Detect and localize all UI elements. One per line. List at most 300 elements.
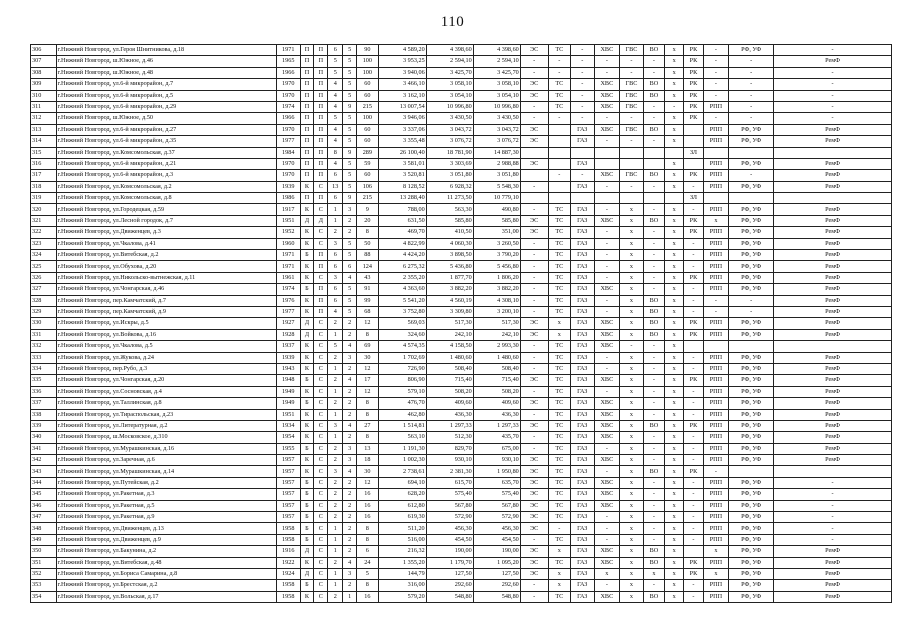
table-cell-water: х bbox=[620, 352, 644, 363]
table-cell-sewerage: - bbox=[594, 295, 620, 306]
table-cell-material: Б bbox=[300, 398, 314, 409]
table-cell-provider: РПП bbox=[703, 534, 729, 545]
table-cell-provider: РПП bbox=[703, 500, 729, 511]
table-cell-stove: х bbox=[665, 591, 684, 602]
table-cell-material: К bbox=[300, 386, 314, 397]
table-cell-bath: ВО bbox=[643, 591, 664, 602]
table-cell-year: 1965 bbox=[276, 56, 300, 67]
table-cell-area_other: 18 781,90 bbox=[426, 147, 473, 158]
table-cell-extra: РемФ bbox=[774, 329, 892, 340]
table-cell-area_living: 788,00 bbox=[378, 204, 426, 215]
table-cell-year: 1951 bbox=[276, 409, 300, 420]
table-cell-area_other: 615,70 bbox=[426, 477, 473, 488]
table-cell-water: ГВС bbox=[620, 170, 644, 181]
table-cell-address: г.Нижний Новгород, ул.Обухова, д.20 bbox=[56, 261, 276, 272]
table-cell-gas bbox=[548, 158, 570, 169]
table-cell-material: К bbox=[300, 409, 314, 420]
table-cell-area_total: 12 bbox=[357, 386, 378, 397]
table-cell-area_other: 127,50 bbox=[426, 568, 473, 579]
table-cell-power: 10 779,10 bbox=[473, 193, 520, 204]
table-cell-heating: ЭС bbox=[520, 398, 548, 409]
table-cell-power: 3 882,20 bbox=[473, 284, 520, 295]
table-cell-water: х bbox=[620, 261, 644, 272]
table-cell-water bbox=[620, 147, 644, 158]
table-cell-stove: х bbox=[665, 568, 684, 579]
table-cell-provider: РПП bbox=[703, 158, 729, 169]
table-cell-apartments: 5 bbox=[343, 124, 357, 135]
table-cell-provider: РПП bbox=[703, 181, 729, 192]
table-cell-sewerage: - bbox=[594, 250, 620, 261]
table-cell-floors: С bbox=[314, 238, 328, 249]
housing-registry-table bbox=[30, 44, 892, 603]
table-cell-area_total: 8 bbox=[357, 398, 378, 409]
table-row bbox=[31, 56, 892, 67]
table-cell-stove: х bbox=[665, 341, 684, 352]
table-cell-provider: х bbox=[703, 546, 729, 557]
table-cell-provider: х bbox=[703, 568, 729, 579]
table-cell-management: РФ, УФ bbox=[729, 272, 774, 283]
table-cell-apartments: 5 bbox=[343, 181, 357, 192]
table-cell-elevator: - bbox=[684, 250, 703, 261]
table-cell-gas: х bbox=[548, 568, 570, 579]
table-cell-apartments: 5 bbox=[343, 67, 357, 78]
table-cell-bath: - bbox=[643, 272, 664, 283]
table-row bbox=[31, 409, 892, 420]
table-cell-apartments: 5 bbox=[343, 170, 357, 181]
table-cell-year: 1939 bbox=[276, 181, 300, 192]
table-cell-provider: РПП bbox=[703, 409, 729, 420]
table-cell-power: 3 051,80 bbox=[473, 170, 520, 181]
table-cell-water: - bbox=[620, 67, 644, 78]
table-cell-hot_water: ГАЗ bbox=[571, 284, 595, 295]
table-cell-heating: - bbox=[520, 295, 548, 306]
table-cell-elevator: - bbox=[684, 238, 703, 249]
table-cell-apartments: 4 bbox=[343, 557, 357, 568]
table-cell-sewerage: ХВС bbox=[594, 375, 620, 386]
table-cell-gas: ТС bbox=[548, 512, 570, 523]
table-cell-elevator: - bbox=[684, 432, 703, 443]
table-cell-hot_water: ГАЗ bbox=[571, 295, 595, 306]
table-cell-address: г.Нижний Новгород, ш.Южное, д.50 bbox=[56, 113, 276, 124]
table-cell-extra: - bbox=[774, 79, 892, 90]
table-cell-entrances: 6 bbox=[328, 261, 343, 272]
table-cell-water: х bbox=[620, 375, 644, 386]
table-cell-area_total: 90 bbox=[357, 45, 378, 56]
table-cell-water: х bbox=[620, 250, 644, 261]
table-cell-apartments: 2 bbox=[343, 580, 357, 591]
table-cell-address: г.Нижний Новгород, ш.Московское, д.310 bbox=[56, 432, 276, 443]
table-cell-provider: РПП bbox=[703, 591, 729, 602]
table-cell-hot_water: - bbox=[571, 56, 595, 67]
table-cell-area_living: 144,79 bbox=[378, 568, 426, 579]
table-cell-address: г.Нижний Новгород, ул.Городецкая, д.59 bbox=[56, 204, 276, 215]
table-cell-address: г.Нижний Новгород, ул.Витебская, д.2 bbox=[56, 250, 276, 261]
table-cell-management: РФ, УФ bbox=[729, 363, 774, 374]
table-cell-№: 312 bbox=[31, 113, 57, 124]
table-cell-bath: - bbox=[643, 455, 664, 466]
table-cell-hot_water: ГАЗ bbox=[571, 306, 595, 317]
table-cell-sewerage: х bbox=[594, 568, 620, 579]
table-cell-material: К bbox=[300, 591, 314, 602]
table-cell-heating: ЭС bbox=[520, 500, 548, 511]
table-cell-apartments: 2 bbox=[343, 489, 357, 500]
table-cell-year: 1939 bbox=[276, 352, 300, 363]
table-cell-management: РФ, УФ bbox=[729, 215, 774, 226]
table-cell-floors: Д bbox=[314, 215, 328, 226]
table-cell-provider bbox=[703, 193, 729, 204]
table-cell-floors: П bbox=[314, 67, 328, 78]
table-cell-apartments: 2 bbox=[343, 318, 357, 329]
table-cell-provider: РПП bbox=[703, 204, 729, 215]
table-cell-extra: РемФ bbox=[774, 591, 892, 602]
table-cell-management: РФ, УФ bbox=[729, 352, 774, 363]
table-cell-bath: - bbox=[643, 432, 664, 443]
table-cell-entrances: 2 bbox=[328, 227, 343, 238]
table-cell-area_other: 4 398,60 bbox=[426, 45, 473, 56]
table-cell-stove: х bbox=[665, 363, 684, 374]
table-cell-power: 3 054,10 bbox=[473, 90, 520, 101]
table-cell-stove: х bbox=[665, 136, 684, 147]
table-cell-water: х bbox=[620, 568, 644, 579]
table-cell-power: 3 430,50 bbox=[473, 113, 520, 124]
table-cell-year: 1927 bbox=[276, 318, 300, 329]
table-cell-floors: С bbox=[314, 420, 328, 431]
table-cell-year: 1970 bbox=[276, 79, 300, 90]
table-row bbox=[31, 512, 892, 523]
table-cell-area_other: 4 060,30 bbox=[426, 238, 473, 249]
table-cell-sewerage: - bbox=[594, 227, 620, 238]
table-cell-gas: ТС bbox=[548, 500, 570, 511]
table-cell-material: К bbox=[300, 557, 314, 568]
table-cell-heating: - bbox=[520, 101, 548, 112]
table-cell-stove: х bbox=[665, 67, 684, 78]
table-cell-area_other: 10 996,80 bbox=[426, 101, 473, 112]
table-cell-water: х bbox=[620, 455, 644, 466]
table-cell-sewerage bbox=[594, 147, 620, 158]
table-cell-year: 1966 bbox=[276, 113, 300, 124]
table-cell-apartments: 9 bbox=[343, 147, 357, 158]
table-cell-heating: - bbox=[520, 534, 548, 545]
table-cell-floors: П bbox=[314, 90, 328, 101]
table-cell-elevator: РК bbox=[684, 45, 703, 56]
table-cell-gas: ТС bbox=[548, 432, 570, 443]
table-cell-power: 585,80 bbox=[473, 215, 520, 226]
table-cell-area_other: 3 303,69 bbox=[426, 158, 473, 169]
table-cell-bath: ВО bbox=[643, 318, 664, 329]
table-cell-area_total: 106 bbox=[357, 181, 378, 192]
table-cell-area_other: 548,80 bbox=[426, 591, 473, 602]
table-cell-management: РФ, УФ bbox=[729, 136, 774, 147]
table-cell-area_other: 3 043,72 bbox=[426, 124, 473, 135]
table-cell-material: Б bbox=[300, 500, 314, 511]
table-cell-№: 343 bbox=[31, 466, 57, 477]
table-cell-hot_water: ГАЗ bbox=[571, 512, 595, 523]
table-cell-extra: РемФ bbox=[774, 375, 892, 386]
table-cell-elevator: РК bbox=[684, 329, 703, 340]
table-cell-hot_water: ГАЗ bbox=[571, 591, 595, 602]
table-cell-hot_water: ГАЗ bbox=[571, 568, 595, 579]
table-cell-address: г.Нижний Новгород, ул.Мурашкинская, д.16 bbox=[56, 443, 276, 454]
table-cell-entrances: 1 bbox=[328, 386, 343, 397]
table-cell-provider: РПП bbox=[703, 329, 729, 340]
table-cell-area_other: 508,40 bbox=[426, 363, 473, 374]
table-cell-sewerage bbox=[594, 158, 620, 169]
table-cell-extra: РемФ bbox=[774, 204, 892, 215]
table-cell-address: г.Нижний Новгород, ш.Южное, д.48 bbox=[56, 67, 276, 78]
table-cell-extra: РемФ bbox=[774, 238, 892, 249]
table-row bbox=[31, 363, 892, 374]
table-row bbox=[31, 477, 892, 488]
table-cell-water: ГВС bbox=[620, 124, 644, 135]
table-cell-power: 127,50 bbox=[473, 568, 520, 579]
table-cell-apartments: 5 bbox=[343, 136, 357, 147]
table-cell-heating: - bbox=[520, 443, 548, 454]
table-cell-area_other: 3 058,10 bbox=[426, 79, 473, 90]
table-cell-entrances: 4 bbox=[328, 136, 343, 147]
table-cell-sewerage: - bbox=[594, 56, 620, 67]
table-cell-stove: х bbox=[665, 409, 684, 420]
table-cell-address: г.Нижний Новгород, ул.Ракетная, д.5 bbox=[56, 500, 276, 511]
table-cell-sewerage bbox=[594, 193, 620, 204]
table-cell-area_other: 456,30 bbox=[426, 523, 473, 534]
table-cell-management: РФ, УФ bbox=[729, 375, 774, 386]
table-cell-apartments: 5 bbox=[343, 56, 357, 67]
table-cell-floors: С bbox=[314, 546, 328, 557]
table-cell-area_other: 563,30 bbox=[426, 204, 473, 215]
table-cell-sewerage: ХВС bbox=[594, 500, 620, 511]
table-cell-hot_water: ГАЗ bbox=[571, 466, 595, 477]
table-cell-management: РФ, УФ bbox=[729, 580, 774, 591]
table-cell-elevator: - bbox=[684, 500, 703, 511]
table-cell-elevator: РК bbox=[684, 568, 703, 579]
table-cell-№: 313 bbox=[31, 124, 57, 135]
table-cell-gas: - bbox=[548, 56, 570, 67]
table-cell-power: 10 996,80 bbox=[473, 101, 520, 112]
table-cell-№: 310 bbox=[31, 90, 57, 101]
table-cell-floors: С bbox=[314, 534, 328, 545]
table-cell-floors: П bbox=[314, 56, 328, 67]
table-cell-stove: х bbox=[665, 318, 684, 329]
table-cell-bath bbox=[643, 193, 664, 204]
table-cell-apartments: 4 bbox=[343, 341, 357, 352]
table-cell-material: Б bbox=[300, 443, 314, 454]
table-cell-area_living: 516,00 bbox=[378, 534, 426, 545]
table-cell-area_total: 12 bbox=[357, 477, 378, 488]
table-cell-year: 1966 bbox=[276, 67, 300, 78]
table-cell-material: Б bbox=[300, 477, 314, 488]
table-row bbox=[31, 250, 892, 261]
table-cell-area_total: 6 bbox=[357, 546, 378, 557]
table-cell-bath: - bbox=[643, 238, 664, 249]
table-cell-№: 333 bbox=[31, 352, 57, 363]
table-cell-gas: ТС bbox=[548, 101, 570, 112]
table-cell-stove: х bbox=[665, 546, 684, 557]
table-cell-floors: П bbox=[314, 124, 328, 135]
table-cell-material: П bbox=[300, 193, 314, 204]
table-cell-provider: РПП bbox=[703, 250, 729, 261]
table-cell-management: РФ, УФ bbox=[729, 158, 774, 169]
table-cell-extra: РемФ bbox=[774, 215, 892, 226]
table-cell-sewerage: ХВС bbox=[594, 455, 620, 466]
table-cell-hot_water: ГАЗ bbox=[571, 546, 595, 557]
table-cell-sewerage: - bbox=[594, 363, 620, 374]
table-cell-material: Д bbox=[300, 329, 314, 340]
table-cell-gas: - bbox=[548, 170, 570, 181]
table-cell-heating: ЭС bbox=[520, 466, 548, 477]
table-cell-management: - bbox=[729, 79, 774, 90]
table-cell-stove: х bbox=[665, 512, 684, 523]
table-cell-sewerage: - bbox=[594, 512, 620, 523]
table-cell-provider: РПП bbox=[703, 432, 729, 443]
table-cell-area_total: 100 bbox=[357, 67, 378, 78]
table-cell-address: г.Нижний Новгород, ул.6-й микрорайон, д.3 bbox=[56, 170, 276, 181]
table-cell-area_other: 4 560,19 bbox=[426, 295, 473, 306]
table-cell-year: 1958 bbox=[276, 591, 300, 602]
table-cell-area_total: 99 bbox=[357, 295, 378, 306]
table-row bbox=[31, 466, 892, 477]
table-cell-sewerage: ХВС bbox=[594, 284, 620, 295]
table-cell-sewerage: ХВС bbox=[594, 591, 620, 602]
table-cell-sewerage: ХВС bbox=[594, 329, 620, 340]
table-cell-area_living: 579,20 bbox=[378, 591, 426, 602]
table-cell-bath: - bbox=[643, 534, 664, 545]
table-cell-extra: РемФ bbox=[774, 181, 892, 192]
table-cell-year: 1958 bbox=[276, 534, 300, 545]
table-cell-stove: х bbox=[665, 489, 684, 500]
table-cell-address: г.Нижний Новгород, ул.Движенцев, д.13 bbox=[56, 523, 276, 534]
table-cell-provider: - bbox=[703, 56, 729, 67]
table-cell-gas: ТС bbox=[548, 215, 570, 226]
table-cell-heating: - bbox=[520, 432, 548, 443]
table-cell-№: 327 bbox=[31, 284, 57, 295]
table-cell-provider: - bbox=[703, 90, 729, 101]
table-cell-area_other: 572,90 bbox=[426, 512, 473, 523]
table-cell-material: К bbox=[300, 204, 314, 215]
table-cell-hot_water: ГАЗ bbox=[571, 136, 595, 147]
table-cell-area_total: 17 bbox=[357, 375, 378, 386]
table-row bbox=[31, 500, 892, 511]
table-cell-address: г.Нижний Новгород, ул.Путейская, д.2 bbox=[56, 477, 276, 488]
table-cell-material: К bbox=[300, 352, 314, 363]
table-cell-address: г.Нижний Новгород, ул.Лесной городок, д.7 bbox=[56, 215, 276, 226]
table-cell-provider: РПП bbox=[703, 443, 729, 454]
table-cell-extra: РемФ bbox=[774, 420, 892, 431]
table-cell-gas: ТС bbox=[548, 204, 570, 215]
table-cell-entrances: 2 bbox=[328, 557, 343, 568]
table-row bbox=[31, 375, 892, 386]
table-cell-provider: РПП bbox=[703, 238, 729, 249]
table-cell-stove: х bbox=[665, 375, 684, 386]
table-cell-area_total: 8 bbox=[357, 329, 378, 340]
table-cell-bath: - bbox=[643, 261, 664, 272]
table-cell-power: 930,10 bbox=[473, 455, 520, 466]
table-cell-heating: ЭС bbox=[520, 158, 548, 169]
table-cell-floors: С bbox=[314, 352, 328, 363]
table-cell-№: 341 bbox=[31, 443, 57, 454]
table-cell-floors: П bbox=[314, 79, 328, 90]
table-cell-year: 1970 bbox=[276, 158, 300, 169]
table-cell-apartments: 3 bbox=[343, 455, 357, 466]
table-cell-floors: С bbox=[314, 227, 328, 238]
table-cell-provider: РПП bbox=[703, 523, 729, 534]
table-cell-gas: ТС bbox=[548, 90, 570, 101]
table-cell-material: К bbox=[300, 466, 314, 477]
table-cell-№: 315 bbox=[31, 147, 57, 158]
table-cell-management: РФ, УФ bbox=[729, 420, 774, 431]
table-cell-apartments: 4 bbox=[343, 466, 357, 477]
table-cell-area_total: 69 bbox=[357, 341, 378, 352]
table-cell-area_total: 16 bbox=[357, 500, 378, 511]
table-row bbox=[31, 591, 892, 602]
table-cell-stove: х bbox=[665, 124, 684, 135]
table-cell-area_total: 12 bbox=[357, 363, 378, 374]
table-cell-management: РФ, УФ bbox=[729, 512, 774, 523]
table-cell-hot_water: ГАЗ bbox=[571, 557, 595, 568]
table-cell-extra: РемФ bbox=[774, 124, 892, 135]
table-cell-elevator: - bbox=[684, 181, 703, 192]
table-cell-provider: РПП bbox=[703, 420, 729, 431]
table-cell-sewerage: ХВС bbox=[594, 124, 620, 135]
table-cell-water: - bbox=[620, 113, 644, 124]
table-cell-area_living: 3 581,01 bbox=[378, 158, 426, 169]
table-cell-sewerage: ХВС bbox=[594, 79, 620, 90]
table-cell-area_living: 612,80 bbox=[378, 500, 426, 511]
table-cell-area_living: 4 574,35 bbox=[378, 341, 426, 352]
table-row bbox=[31, 158, 892, 169]
table-cell-area_living: 13 288,40 bbox=[378, 193, 426, 204]
table-cell-year: 1957 bbox=[276, 500, 300, 511]
table-cell-elevator: - bbox=[684, 363, 703, 374]
table-cell-bath: - bbox=[643, 250, 664, 261]
table-cell-bath: ВО bbox=[643, 557, 664, 568]
table-cell-water: х bbox=[620, 386, 644, 397]
table-cell-floors: С bbox=[314, 466, 328, 477]
table-cell-stove: х bbox=[665, 534, 684, 545]
table-cell-elevator: - bbox=[684, 352, 703, 363]
table-cell-area_other: 292,60 bbox=[426, 580, 473, 591]
table-cell-floors: С bbox=[314, 432, 328, 443]
table-cell-apartments: 5 bbox=[343, 113, 357, 124]
table-cell-bath: - bbox=[643, 204, 664, 215]
table-cell-provider: - bbox=[703, 113, 729, 124]
table-cell-floors: П bbox=[314, 295, 328, 306]
table-cell-area_living: 3 752,80 bbox=[378, 306, 426, 317]
table-cell-heating bbox=[520, 170, 548, 181]
table-cell-№: 340 bbox=[31, 432, 57, 443]
table-cell-sewerage: ХВС bbox=[594, 215, 620, 226]
table-cell-bath: х bbox=[643, 568, 664, 579]
table-cell-sewerage: - bbox=[594, 352, 620, 363]
table-cell-entrances: 3 bbox=[328, 272, 343, 283]
table-cell-area_other: 3 882,20 bbox=[426, 284, 473, 295]
table-cell-heating: - bbox=[520, 204, 548, 215]
table-cell-gas: ТС bbox=[548, 363, 570, 374]
table-cell-management bbox=[729, 193, 774, 204]
table-cell-material: Д bbox=[300, 318, 314, 329]
table-row bbox=[31, 67, 892, 78]
table-cell-entrances: 3 bbox=[328, 420, 343, 431]
table-cell-power: 3 425,70 bbox=[473, 67, 520, 78]
table-cell-entrances: 4 bbox=[328, 158, 343, 169]
table-cell-provider: РПП bbox=[703, 101, 729, 112]
table-cell-management: РФ, УФ bbox=[729, 591, 774, 602]
table-cell-provider: РПП bbox=[703, 272, 729, 283]
table-cell-apartments: 2 bbox=[343, 386, 357, 397]
table-cell-material: Б bbox=[300, 375, 314, 386]
table-cell-extra: - bbox=[774, 67, 892, 78]
table-cell-extra bbox=[774, 193, 892, 204]
table-cell-stove: х bbox=[665, 250, 684, 261]
